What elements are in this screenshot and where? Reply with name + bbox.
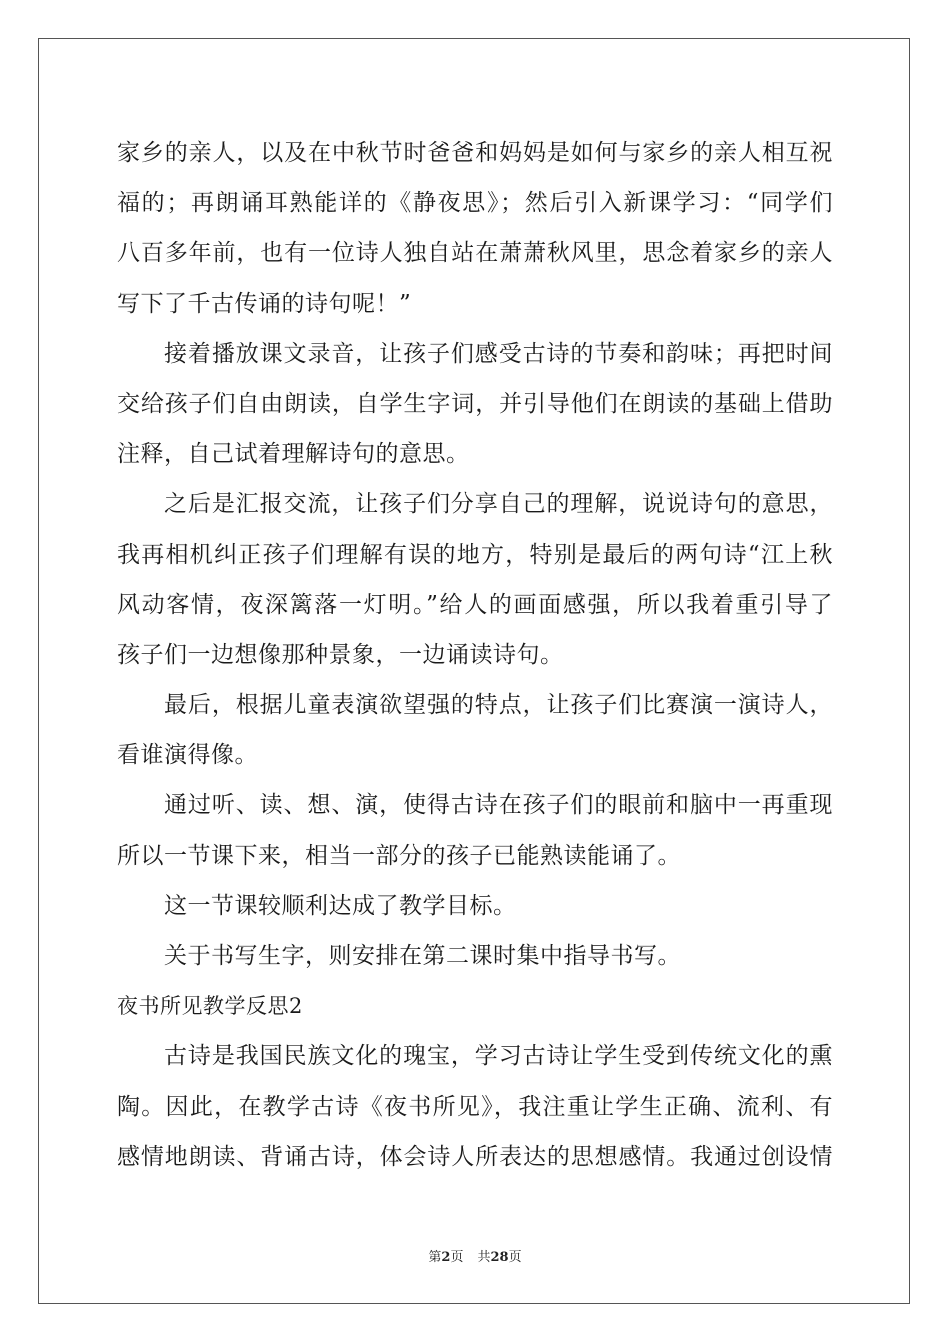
text-line: 我再相机纠正孩子们理解有误的地方，特别是最后的两句诗“江上秋 — [117, 541, 833, 568]
text-line: 关于书写生字，则安排在第二课时集中指导书写。 — [164, 943, 681, 969]
text-line: 这一节课较顺利达成了教学目标。 — [164, 892, 517, 919]
text-line: 之后是汇报交流，让孩子们分享自己的理解，说说诗句的意思， — [164, 491, 833, 518]
page-footer — [0, 1246, 950, 1265]
text-line: 孩子们一边想像那种景象，一边诵读诗句。 — [117, 641, 564, 668]
current-page-number: 2 — [441, 1250, 451, 1265]
text-line: 八百多年前，也有一位诗人独自站在萧萧秋风里，思念着家乡的亲人 — [117, 240, 833, 267]
text-line: 写下了千古传诵的诗句呢！” — [117, 290, 412, 317]
text-line: 福的；再朗诵耳熟能详的《静夜思》；然后引入新课学习：“同学们 — [117, 190, 833, 217]
text-line: 交给孩子们自由朗读，自学生字词，并引导他们在朗读的基础上借助 — [117, 390, 833, 417]
text-line: 陶。因此，在教学古诗《夜书所见》，我注重让学生正确、流利、有 — [117, 1093, 833, 1120]
total-page-count: 28 — [490, 1250, 509, 1265]
section-heading: 夜书所见教学反思2 — [117, 994, 303, 1019]
document-body — [117, 128, 833, 1182]
text-line: 所以一节课下来，相当一部分的孩子已能熟读能诵了。 — [117, 842, 681, 869]
total-prefix: 共 — [477, 1250, 491, 1265]
text-line: 接着播放课文录音，让孩子们感受古诗的节奏和韵味；再把时间 — [164, 340, 833, 367]
page-prefix: 第 — [428, 1250, 442, 1265]
text-line: 注释，自己试着理解诗句的意思。 — [117, 441, 470, 468]
total-suffix: 页 — [508, 1250, 522, 1265]
page-suffix: 页 — [450, 1250, 464, 1265]
text-line: 家乡的亲人，以及在中秋节时爸爸和妈妈是如何与家乡的亲人相互祝 — [117, 140, 833, 166]
text-line: 感情地朗读、背诵古诗，体会诗人所表达的思想感情。我通过创设情 — [117, 1143, 833, 1170]
text-line: 古诗是我国民族文化的瑰宝，学习古诗让学生受到传统文化的熏 — [164, 1043, 833, 1070]
text-line: 最后，根据儿童表演欲望强的特点，让孩子们比赛演一演诗人， — [164, 692, 833, 719]
text-line: 通过听、读、想、演，使得古诗在孩子们的眼前和脑中一再重现 — [164, 792, 833, 819]
text-line: 看谁演得像。 — [117, 742, 258, 769]
text-line: 风动客情，夜深篱落一灯明。”给人的画面感强，所以我着重引导了 — [117, 591, 833, 618]
